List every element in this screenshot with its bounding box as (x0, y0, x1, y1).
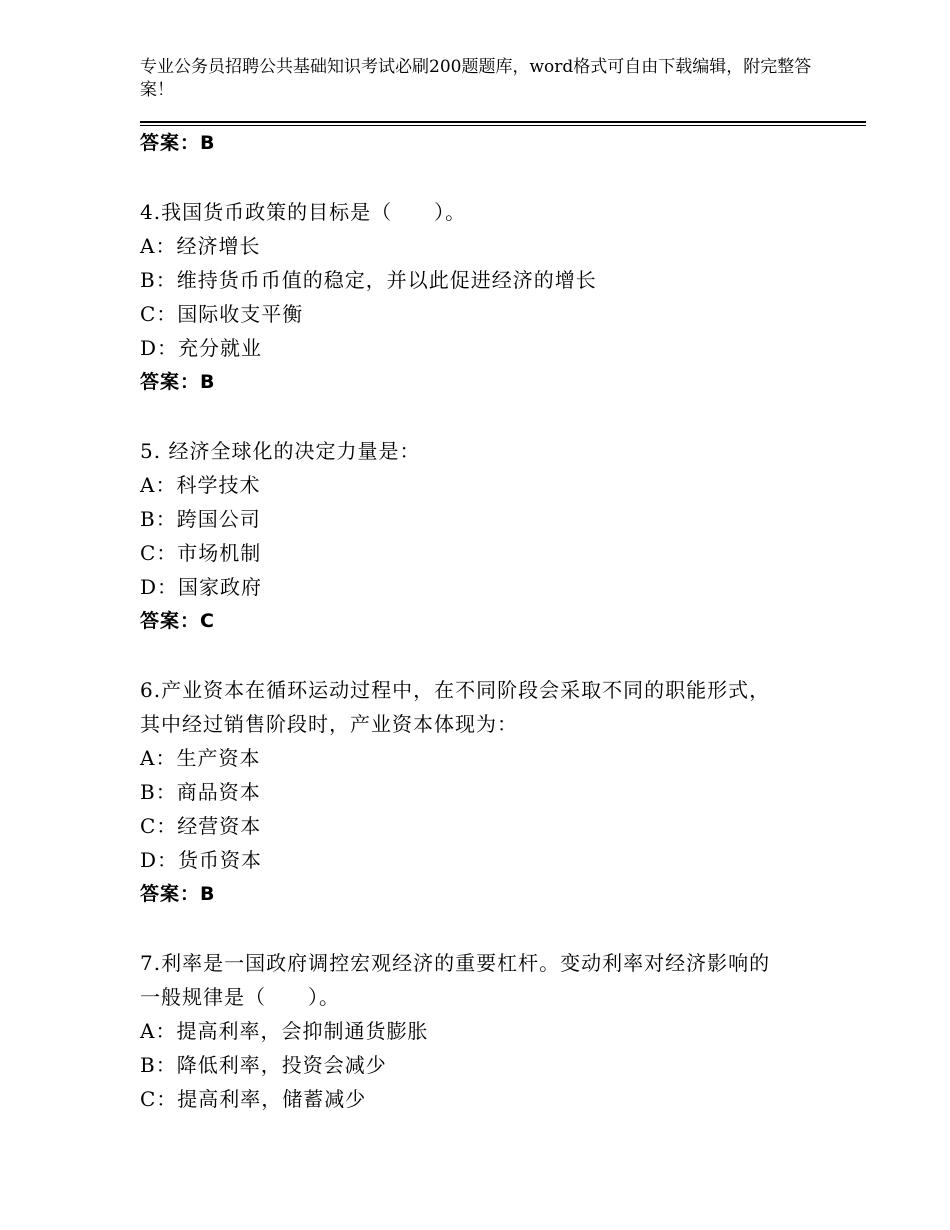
question-5-option-a: A：科学技术 (140, 473, 261, 497)
question-4-option-b: B：维持货币币值的稳定，并以此促进经济的增长 (140, 268, 597, 292)
question-7-line-1: 7.利率是一国政府调控宏观经济的重要杠杆。变动利率对经济影响的 (140, 951, 771, 975)
question-4-option-a: A：经济增长 (140, 234, 261, 258)
question-7-option-a: A：提高利率，会抑制通货膨胀 (140, 1019, 429, 1043)
question-7-option-c: C：提高利率，储蓄减少 (140, 1087, 367, 1111)
question-6-option-c: C：经营资本 (140, 814, 262, 838)
question-7-line-2: 一般规律是（ ）。 (140, 985, 340, 1009)
question-6-line-2: 其中经过销售阶段时，产业资本体现为： (140, 712, 518, 736)
question-5-option-c: C：市场机制 (140, 541, 262, 565)
header-rule-thin (140, 125, 866, 126)
answer-q5: 答案：C (140, 610, 215, 632)
answer-q6: 答案：B (140, 883, 216, 905)
question-5-option-b: B：跨国公司 (140, 507, 261, 531)
question-4-option-d: D：充分就业 (140, 336, 263, 360)
answer-q4: 答案：B (140, 371, 216, 393)
question-4-option-c: C：国际收支平衡 (140, 302, 304, 326)
question-7-option-b: B：降低利率，投资会减少 (140, 1053, 387, 1077)
question-6-option-b: B：商品资本 (140, 780, 261, 804)
answer-q3: 答案：B (140, 132, 216, 154)
question-6-line-1: 6.产业资本在循环运动过程中，在不同阶段会采取不同的职能形式， (140, 678, 771, 702)
header-rule-thick (140, 121, 866, 123)
question-4: 4.我国货币政策的目标是（ ）。 (140, 200, 467, 224)
question-6-option-a: A：生产资本 (140, 746, 261, 770)
question-5-option-d: D：国家政府 (140, 575, 263, 599)
question-5: 5. 经济全球化的决定力量是： (140, 439, 421, 463)
document-header: 专业公务员招聘公共基础知识考试必刷200题题库，word格式可自由下载编辑，附完整答案！ (140, 57, 812, 100)
question-6-option-d: D：货币资本 (140, 848, 263, 872)
